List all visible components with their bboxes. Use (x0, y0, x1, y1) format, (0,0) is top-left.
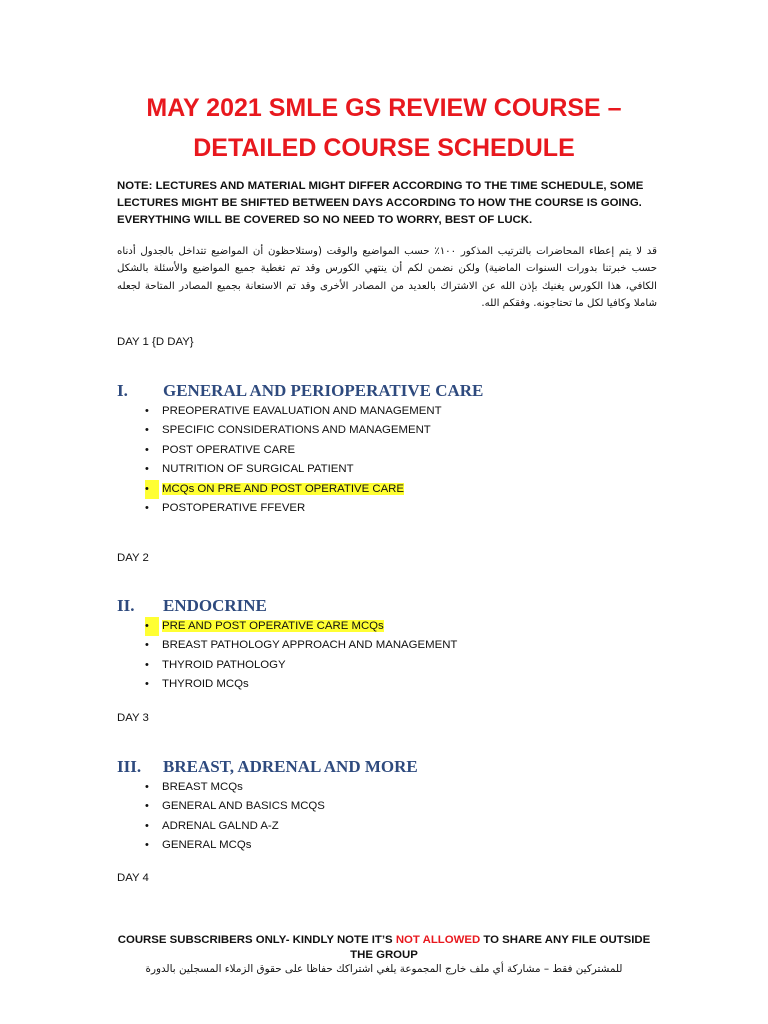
list-item-highlighted: • PRE AND POST OPERATIVE CARE MCQs (145, 617, 457, 636)
list-item: • THYROID PATHOLOGY (145, 656, 457, 675)
bullet-icon: • (145, 480, 159, 499)
section-title: ENDOCRINE (163, 596, 267, 615)
footer-text-end: TO SHARE ANY FILE OUTSIDE (480, 934, 651, 946)
day-4-label: DAY 4 (117, 872, 149, 884)
list-item: • ADRENAL GALND A-Z (145, 817, 325, 836)
section-title: BREAST, ADRENAL AND MORE (163, 757, 418, 776)
section-3-list (145, 778, 325, 856)
day-2-label: DAY 2 (117, 552, 149, 564)
list-item: • GENERAL AND BASICS MCQS (145, 797, 325, 816)
day-1-label: DAY 1 {D DAY} (117, 336, 194, 348)
footer-not-allowed: NOT ALLOWED (395, 934, 481, 946)
list-item: • POST OPERATIVE CARE (145, 441, 442, 460)
day-3-label: DAY 3 (117, 712, 149, 724)
section-heading-1 (117, 381, 483, 401)
bullet-icon: • (145, 800, 149, 813)
title-line-2: DETAILED COURSE SCHEDULE (193, 134, 575, 162)
list-item-highlighted: • MCQs ON PRE AND POST OPERATIVE CARE (145, 480, 442, 499)
bullet-icon: • (145, 819, 149, 832)
bullet-icon: • (145, 839, 149, 852)
bullet-icon: • (145, 658, 149, 671)
footer-arabic: للمشتركين فقط – مشاركة أي ملف خارج المجموعة يلغي اشتراكك حفاظا على حقوق الزملاء المسجلين بالدورة (145, 963, 623, 975)
bullet-icon: • (145, 443, 149, 456)
arabic-note: قد لا يتم إعطاء المحاضرات بالترتيب المذكور ١٠٠٪ حسب المواضيع والوقت (وستلاحظون أن المواضيع تتداخل بالجدول أدناه حسب خبرتنا بدورات السنوات الماضية) ولكن نضمن لكم أن ينتهي الكورس وقد تم تغطية جميع المواضيع والأسئلة بالشكل الكافي، هذا الكورس يغنيك بإذن الله عن الاشتراك بالعديد من المصادر الأخرى وقد تم الاستعانة بجميع المصادر المتاحة لجعله شاملا وكافيا لكل ما تحتاجونه. وفقكم الله. (117, 246, 657, 310)
bullet-icon: • (145, 424, 149, 437)
list-item: • BREAST PATHOLOGY APPROACH AND MANAGEMENT (145, 636, 457, 655)
document-title (0, 88, 768, 168)
footer-notice (0, 933, 768, 963)
list-item: • POSTOPERATIVE FFEVER (145, 499, 442, 518)
section-title: GENERAL AND PERIOPERATIVE CARE (163, 381, 484, 400)
bullet-icon: • (145, 617, 159, 636)
bullet-icon: • (145, 405, 149, 417)
footer-text-start: COURSE SUBSCRIBERS ONLY- KINDLY NOTE IT’S (117, 934, 396, 946)
bullet-icon: • (145, 781, 149, 793)
section-1-list (145, 402, 442, 518)
bullet-icon: • (145, 639, 149, 652)
section-numeral: I. (117, 381, 128, 400)
list-item: • GENERAL MCQs (145, 836, 325, 855)
bullet-icon: • (145, 463, 149, 476)
section-numeral: III. (117, 757, 142, 776)
bullet-icon: • (145, 501, 149, 514)
section-heading-2 (117, 596, 267, 616)
list-item: • PREOPERATIVE EAVALUATION AND MANAGEMENT (145, 402, 442, 421)
list-item: • THYROID MCQs (145, 675, 457, 694)
bullet-icon: • (145, 678, 149, 691)
section-heading-3 (117, 757, 418, 777)
section-2-list (145, 617, 457, 695)
list-item: • NUTRITION OF SURGICAL PATIENT (145, 460, 442, 479)
list-item: • BREAST MCQs (145, 778, 325, 797)
english-note: NOTE: LECTURES AND MATERIAL MIGHT DIFFER ACCORDING TO THE TIME SCHEDULE, SOME LECTURES MIGHT BE SHIFTED BETWEEN DAYS ACCORDING TO HOW THE COURSE IS GOING. EVERYTHING WILL BE COVERED SO NO NEED TO WORRY, BEST OF LUCK. (117, 180, 644, 226)
title-line-1: MAY 2021 SMLE GS REVIEW COURSE – (146, 94, 622, 122)
footer-line-2: THE GROUP (350, 949, 418, 961)
section-numeral: II. (117, 596, 135, 615)
list-item: • SPECIFIC CONSIDERATIONS AND MANAGEMENT (145, 421, 442, 440)
